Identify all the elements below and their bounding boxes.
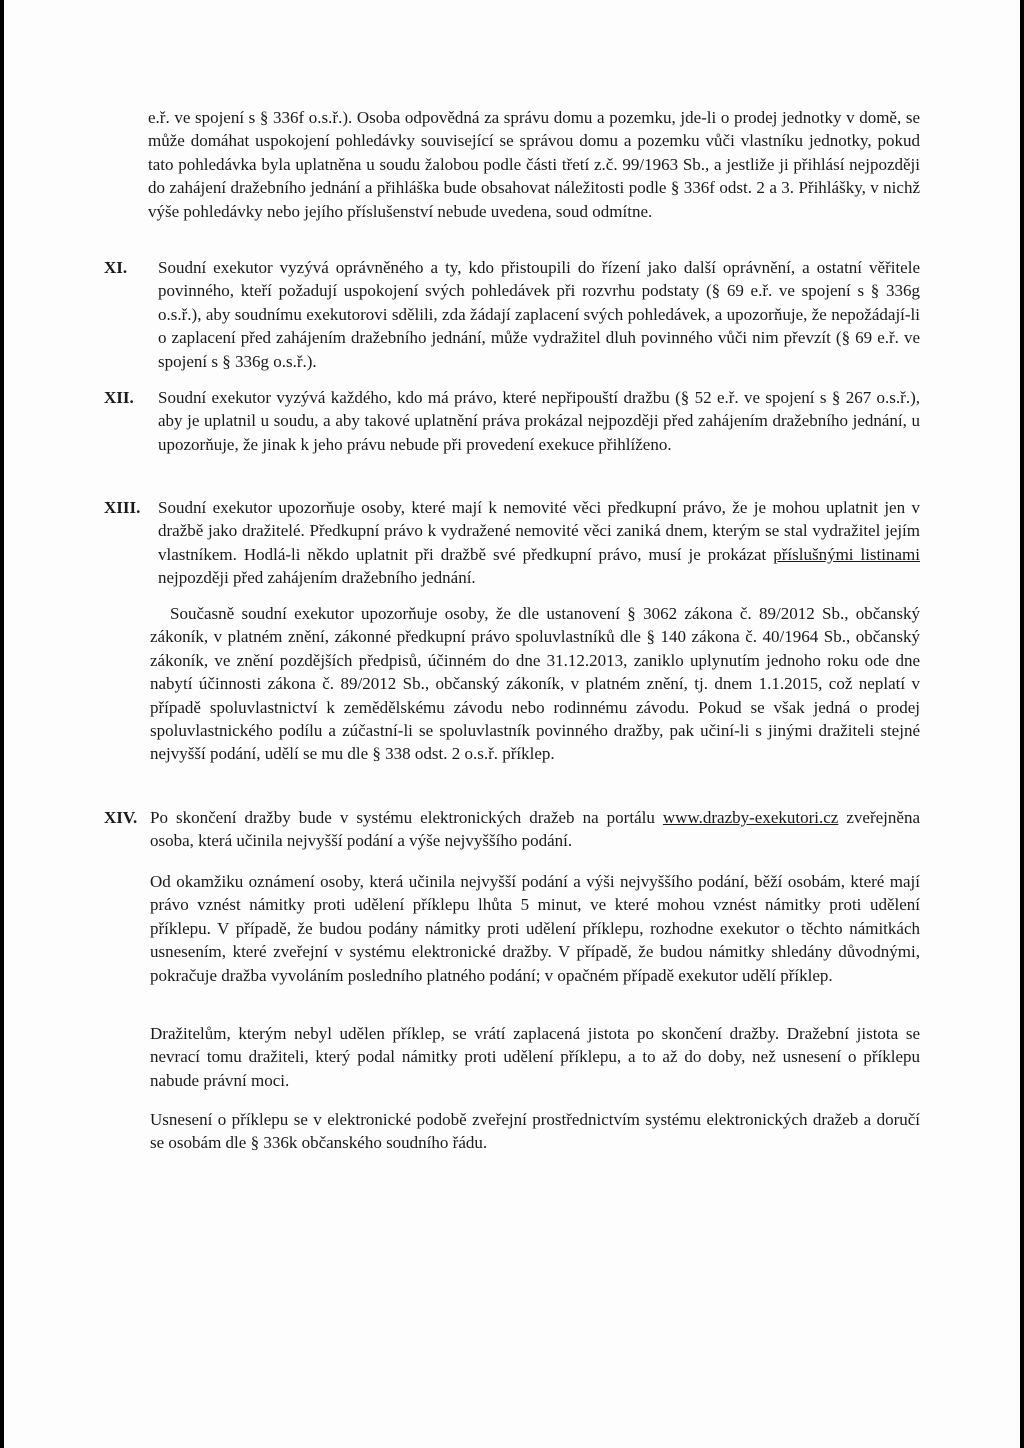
section-number-xii: XII.: [104, 388, 134, 407]
section-xiv-paragraph-4: Usnesení o příklepu se v elektronické podobě zveřejní prostřednictvím systému elektronických dražeb a doručí se osobám dle § 336k občanského soudního řádu.: [150, 1110, 920, 1153]
section-number-xiii: XIII.: [104, 498, 141, 517]
scan-edge-left: [0, 0, 4, 1448]
scan-edge-right: [1020, 0, 1024, 1448]
section-xiii-paragraph-1: [158, 496, 920, 590]
section-xiv-text-after-link: zveřejněna osoba, která učinila nejvyšší podání a výše nejvyššího podání.: [150, 808, 920, 851]
section-xi-paragraph: Soudní exekutor vyzývá oprávněného a ty, kdo přistoupili do řízení jako další oprávnění, a ostatní věřitele povinného, kteří požadují uspokojení svých pohledávek při rozvrhu podstaty (§ 69 e.ř. ve spojení s § 336g o.s.ř.), aby soudnímu exekutorovi sdělili, zda žádají zaplacení svých pohledávek, a upozorňuje, že nepožádají-li o zaplacení před zahájením dražebního jednání, může vydražitel dluh povinného vůči nim převzít (§ 69 e.ř. ve spojení s § 336g o.s.ř.).: [158, 258, 920, 371]
section-xiv-paragraph-2: Od okamžiku oznámení osoby, která učinila nejvyšší podání a výši nejvyššího podání, běží osobám, které mají právo vznést námitky proti udělení příklepu lhůta 5 minut, ve které mohou vznést námitky proti udělení příklepu. V případě, že budou podány námitky proti udělení příklepu, rozhodne exekutor o těchto námitkách usnesením, které zveřejní v systému elektronické dražby. V případě, že budou námitky shledány důvodnými, pokračuje dražba vyvoláním posledního platného podání; v opačném případě exekutor udělí příklep.: [150, 872, 920, 985]
section-xiii-text-after-link: nejpozději před zahájením dražebního jednání.: [158, 568, 476, 588]
section-number-xi: XI.: [104, 258, 128, 277]
section-xiv-paragraph-1: [150, 806, 920, 853]
intro-paragraph: e.ř. ve spojení s § 336f o.s.ř.). Osoba odpovědná za správu domu a pozemku, jde-li o prodej jednotky v domě, se může domáhat uspokojení pohledávky související se správou domu a pozemku vůči vlastníku jednotky, pokud tato pohledávka byla uplatněna u soudu žalobou podle části třetí z.č. 99/1963 Sb., a jestliže ji přihlásí nejpozději do zahájení dražebního jednání a přihláška bude obsahovat náležitosti podle § 336f odst. 2 a 3. Přihlášky, v nichž výše pohledávky nebo jejího příslušenství nebude uvedena, soud odmítne.: [148, 108, 920, 221]
section-number-xiv: XIV.: [104, 808, 138, 827]
section-xiii-text-before-link: Soudní exekutor upozorňuje osoby, které mají k nemovité věci předkupní právo, že je mohou uplatnit jen v dražbě jako dražitelé. Předkupní právo k vydražené nemovité věci zaniká dnem, kterým se stal vydražitel jejím vlastníkem. Hodlá-li někdo uplatnit při dražbě své předkupní právo, musí je prokázat: [158, 498, 920, 564]
auction-portal-link[interactable]: www.drazby-exekutori.cz: [662, 808, 839, 827]
section-xiv-text-before-link: Po skončení dražby bude v systému elektronických dražeb na portálu: [150, 808, 663, 827]
section-xiii-paragraph-2: Současně soudní exekutor upozorňuje osoby, že dle ustanovení § 3062 zákona č. 89/2012 Sb., občanský zákoník, v platném znění, zákonné předkupní právo spoluvlastníků dle § 140 zákona č. 40/1964 Sb., občanský zákoník, ve znění pozdějších předpisů, účinném do dne 31.12.2013, zaniklo uplynutím jednoho roku ode dne nabytí účinnosti zákona č. 89/2012 Sb., občanský zákoník, v platném znění, tj. dnem 1.1.2015, což neplatí v případě spoluvlastnictví k zemědělskému závodu nebo rodinnému závodu. Pokud se však jedná o prodej spoluvlastnického podílu a zúčastní-li se spoluvlastník povinného dražby, pak učiní-li s jinými dražiteli stejné nejvyšší podání, udělí se mu dle § 338 odst. 2 o.s.ř. příklep.: [150, 604, 920, 764]
supporting-documents-link: příslušnými listinami: [773, 544, 920, 564]
section-xiv-paragraph-3: Dražitelům, kterým nebyl udělen příklep, se vrátí zaplacená jistota po skončení dražby. Dražební jistota se nevrací tomu dražiteli, který podal námitky proti udělení příklepu, a to až do doby, než usnesení o příklepu nabude právní moci.: [150, 1024, 920, 1090]
section-xii-paragraph: Soudní exekutor vyzývá každého, kdo má právo, které nepřipouští dražbu (§ 52 e.ř. ve spojení s § 267 o.s.ř.), aby je uplatnil u soudu, a aby takové uplatnění práva prokázal nejpozději před zahájením dražebního jednání, u upozorňuje, že jinak k jeho právu nebude při provedení exekuce přihlíženo.: [158, 388, 920, 454]
